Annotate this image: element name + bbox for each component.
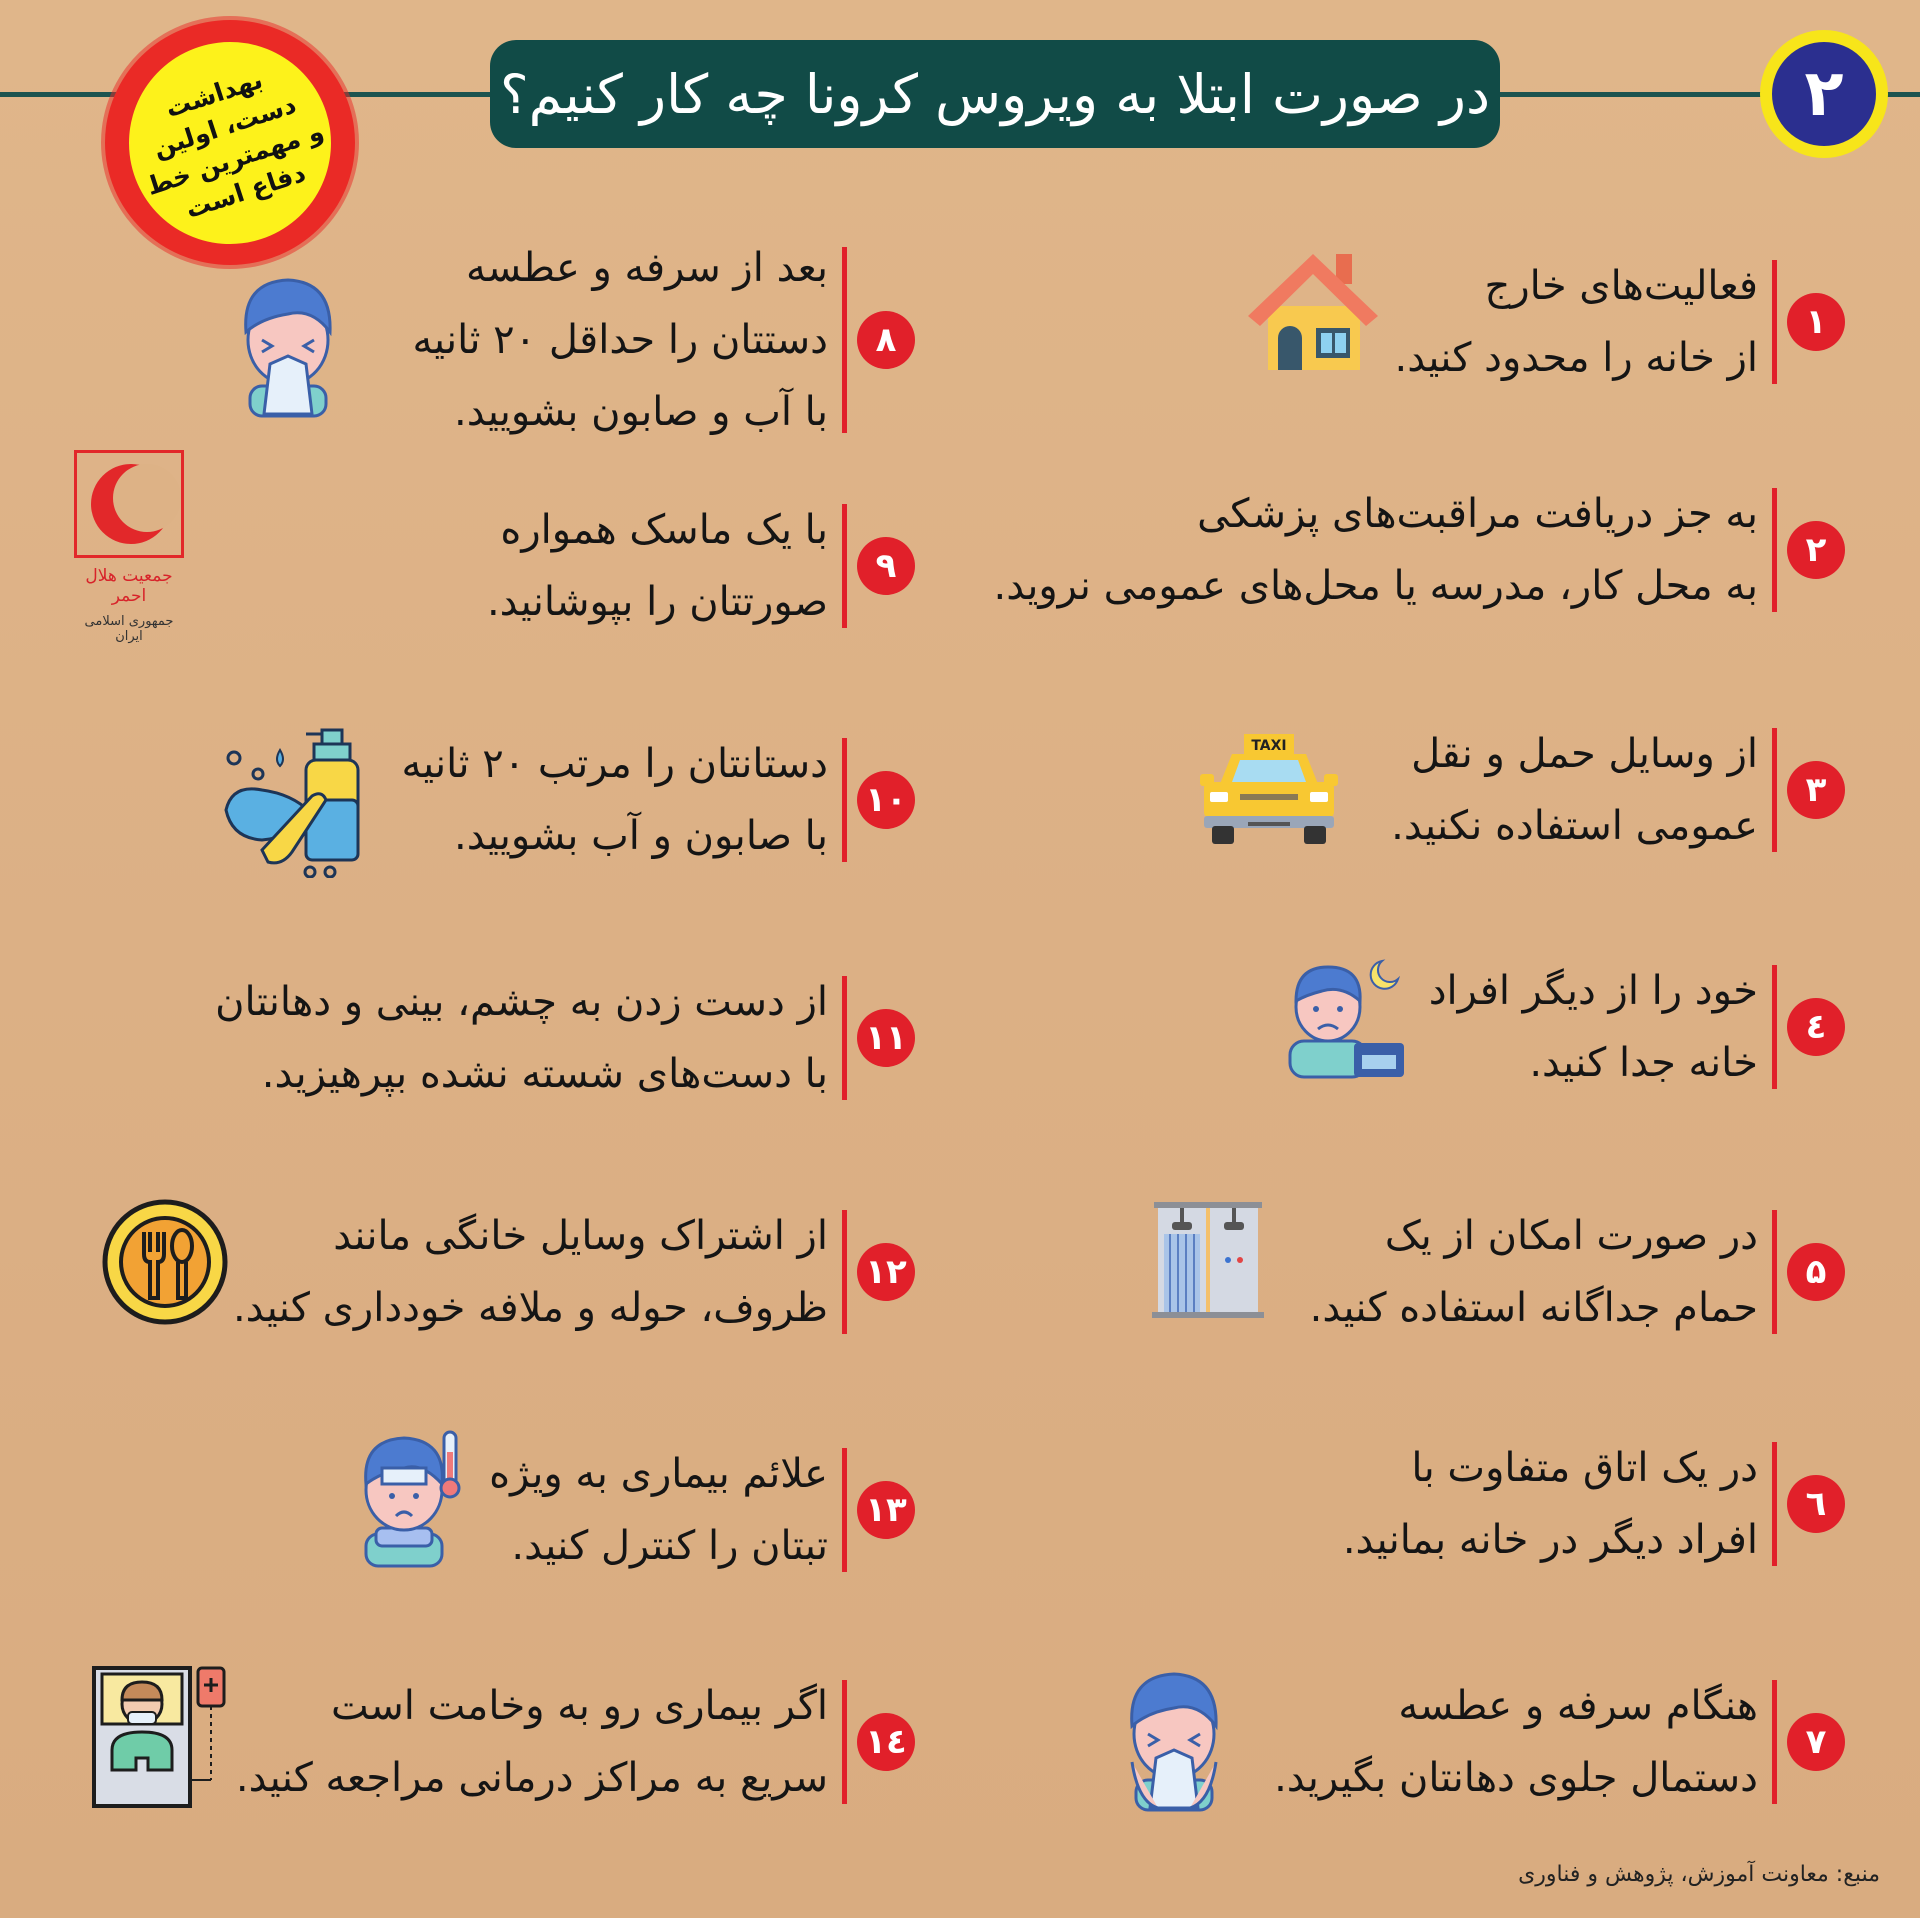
section-number-badge <box>1760 30 1888 158</box>
tip-item-11 <box>215 966 915 1110</box>
tip-number-badge: ۱۳ <box>857 1481 915 1539</box>
tip-text: از وسایل حمل و نقل عمومی استفاده نکنید. <box>1391 731 1758 849</box>
title-banner <box>490 40 1500 148</box>
tip-divider <box>1772 1210 1777 1334</box>
logo-subtitle: جمهوری اسلامی ایران <box>84 614 174 644</box>
sneezing-person-icon <box>1118 1662 1230 1812</box>
tip-number-badge: ۳ <box>1787 761 1845 819</box>
tip-item-2 <box>993 478 1845 622</box>
tip-item-6 <box>1343 1432 1845 1576</box>
tip-item-12 <box>233 1200 915 1344</box>
tip-divider <box>842 976 847 1100</box>
logo-frame <box>74 450 184 558</box>
tip-divider <box>842 1448 847 1572</box>
tip-divider <box>1772 1442 1777 1566</box>
tip-item-3 <box>1391 718 1845 862</box>
tip-divider <box>842 247 847 433</box>
section-number: ۲ <box>1804 57 1844 131</box>
hand-hygiene-stamp <box>105 20 355 265</box>
tip-item-1 <box>1395 250 1845 394</box>
tip-number-badge: ۹ <box>857 537 915 595</box>
tip-number-badge: ۵ <box>1787 1243 1845 1301</box>
tip-number-badge: ۱۲ <box>857 1243 915 1301</box>
tip-text: از دست زدن به چشم، بینی و دهانتان با دست‌های شسته نشده بپرهیزید. <box>215 979 828 1097</box>
tip-number-badge: ۲ <box>1787 521 1845 579</box>
tip-text: در صورت امکان از یک حمام جداگانه استفاده کنید. <box>1309 1213 1758 1331</box>
tip-text: دستانتان را مرتب ۲۰ ثانیه با صابون و آب بشویید. <box>401 741 828 859</box>
tip-text: با یک ماسک همواره صورتتان را بپوشانید. <box>486 507 828 625</box>
tip-text: هنگام سرفه و عطسه دستمال جلوی دهانتان بگیرید. <box>1274 1683 1758 1801</box>
tip-text: فعالیت‌های خارج از خانه را محدود کنید. <box>1394 263 1758 381</box>
tip-number-badge: ٤ <box>1787 998 1845 1056</box>
tip-item-5 <box>1310 1200 1845 1344</box>
tip-text: اگر بیماری رو به وخامت است سریع به مراکز درمانی مراجعه کنید. <box>235 1683 828 1801</box>
tip-number-badge: ۱٤ <box>857 1713 915 1771</box>
hospital-bed-icon <box>88 1660 238 1810</box>
tip-divider <box>842 504 847 628</box>
tip-item-14 <box>236 1670 915 1814</box>
tip-text: بعد از سرفه و عطسه دستتان را حداقل ۲۰ ثانیه با آب و صابون بشویید. <box>412 245 828 435</box>
tip-item-7 <box>1274 1670 1845 1814</box>
tip-text: در یک اتاق متفاوت با افراد دیگر در خانه بمانید. <box>1342 1445 1758 1563</box>
tip-number-badge: ۱ <box>1787 293 1845 351</box>
tip-text: از اشتراک وسایل خانگی مانند ظروف، حوله و ملافه خودداری کنید. <box>232 1213 828 1331</box>
taxi-icon <box>1198 730 1340 848</box>
tip-item-13 <box>489 1438 915 1582</box>
tip-item-9 <box>487 494 915 638</box>
tip-number-badge: ٦ <box>1787 1475 1845 1533</box>
red-crescent-icon <box>77 453 181 555</box>
tip-divider <box>1772 488 1777 612</box>
tip-divider <box>1772 728 1777 852</box>
logo-name: جمعیت هلال احمر <box>85 566 173 606</box>
tip-number-badge: ۱۰ <box>857 771 915 829</box>
cutlery-plate-icon <box>100 1198 230 1326</box>
page-title: در صورت ابتلا به ویروس کرونا چه کار کنیم؟ <box>499 62 1491 126</box>
tip-divider <box>842 1680 847 1804</box>
tip-divider <box>842 738 847 862</box>
tip-item-10 <box>402 728 916 872</box>
tip-text: علائم بیماری به ویژه تبتان را کنترل کنید. <box>489 1451 828 1569</box>
handwash-soap-icon <box>222 720 372 878</box>
isolated-person-icon <box>1282 955 1412 1080</box>
red-crescent-logo <box>70 450 188 644</box>
tip-divider <box>1772 965 1777 1089</box>
tip-number-badge: ۷ <box>1787 1713 1845 1771</box>
house-icon <box>1248 246 1378 376</box>
svg-text:TAXI: TAXI <box>1251 738 1287 754</box>
stamp-yellow-disc <box>103 16 358 271</box>
tip-divider <box>1772 1680 1777 1804</box>
tip-divider <box>1772 260 1777 384</box>
tip-text: خود را از دیگر افراد خانه جدا کنید. <box>1428 968 1758 1086</box>
source-credit: منبع: معاونت آموزش، پژوهش و فناوری <box>1518 1862 1880 1887</box>
tip-divider <box>842 1210 847 1334</box>
tip-number-badge: ۱۱ <box>857 1009 915 1067</box>
shower-icon <box>1152 1198 1264 1320</box>
stamp-text: بهداشت دست، اولین و مهمترین خط دفاع است <box>143 64 328 224</box>
sneezing-person-icon <box>232 268 344 418</box>
tip-text: به جز دریافت مراقبت‌های پزشکی به محل کار، مدرسه یا محل‌های عمومی نروید. <box>993 491 1758 609</box>
fever-person-icon <box>352 1428 472 1568</box>
tip-item-8 <box>412 232 915 448</box>
tip-number-badge: ۸ <box>857 311 915 369</box>
tip-item-4 <box>1429 955 1845 1099</box>
